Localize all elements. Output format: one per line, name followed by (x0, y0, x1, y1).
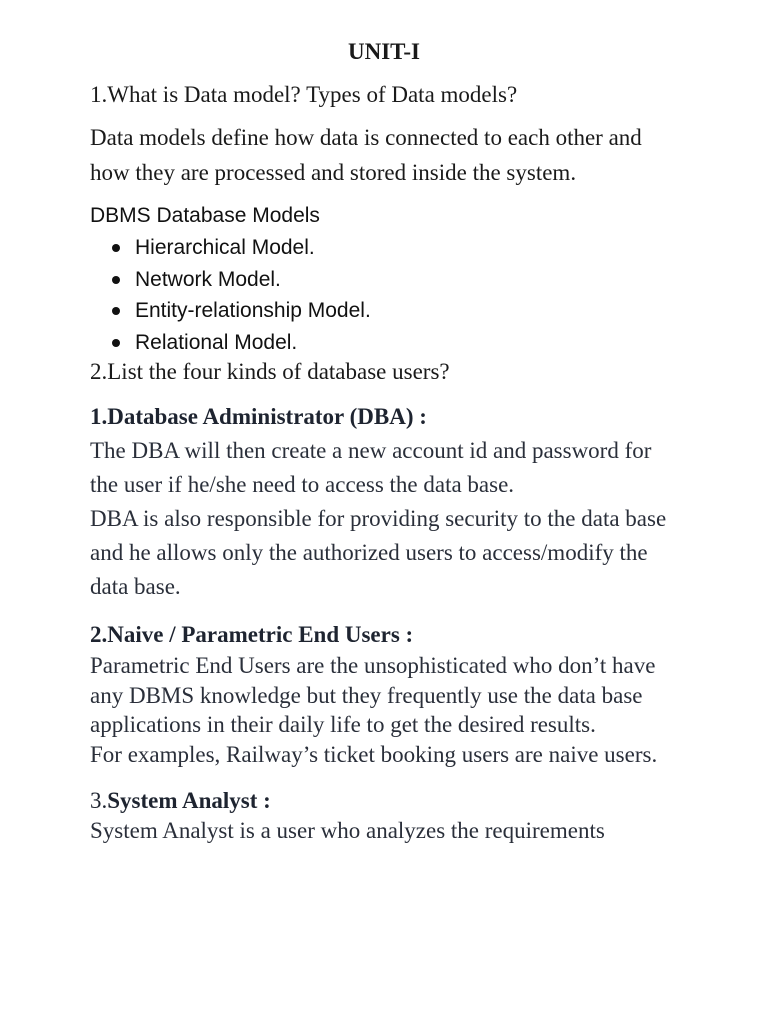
question-1: 1.What is Data model? Types of Data models? (90, 82, 518, 107)
dba-paragraph-1: The DBA will then create a new account id and password for the user if he/she need to access the data base. (90, 438, 652, 497)
models-heading: DBMS Database Models (90, 204, 320, 227)
list-item (90, 264, 678, 296)
dba-heading: 1.Database Administrator (DBA) : (90, 404, 427, 429)
models-list (90, 232, 678, 358)
analyst-heading (90, 787, 678, 815)
list-item-text: Network Model. (135, 267, 281, 291)
list-item (90, 295, 678, 327)
bullet-icon (112, 307, 120, 315)
list-item (90, 232, 678, 264)
list-item-text: Entity-relationship Model. (135, 299, 371, 322)
analyst-paragraph-1: System Analyst is a user who analyzes the requirements (90, 817, 605, 843)
naive-users-paragraph-1: Parametric End Users are the unsophisticated who don’t have any DBMS knowledge but they frequently use the data base applications in their daily life to get the desired results. (90, 653, 656, 738)
list-item (90, 327, 678, 359)
analyst-heading-number: 3. (90, 787, 108, 813)
analyst-heading-text: System Analyst : (107, 787, 271, 813)
answer-1-paragraph: Data models define how data is connected to each other and how they are processed and stored inside the system. (90, 125, 642, 185)
list-item-text: Relational Model. (135, 330, 298, 354)
bullet-icon (112, 276, 120, 284)
naive-users-heading: 2.Naive / Parametric End Users : (90, 622, 414, 647)
question-2: 2.List the four kinds of database users? (90, 359, 450, 384)
list-item-text: Hierarchical Model. (135, 236, 315, 259)
bullet-icon (112, 244, 120, 252)
dba-paragraph-2: DBA is also responsible for providing security to the data base and he allows only the authorized users to access/modify the data base. (90, 506, 667, 599)
unit-title: UNIT-I (347, 39, 420, 64)
naive-users-paragraph-2: For examples, Railway’s ticket booking users are naive users. (90, 742, 658, 768)
bullet-icon (112, 339, 120, 347)
